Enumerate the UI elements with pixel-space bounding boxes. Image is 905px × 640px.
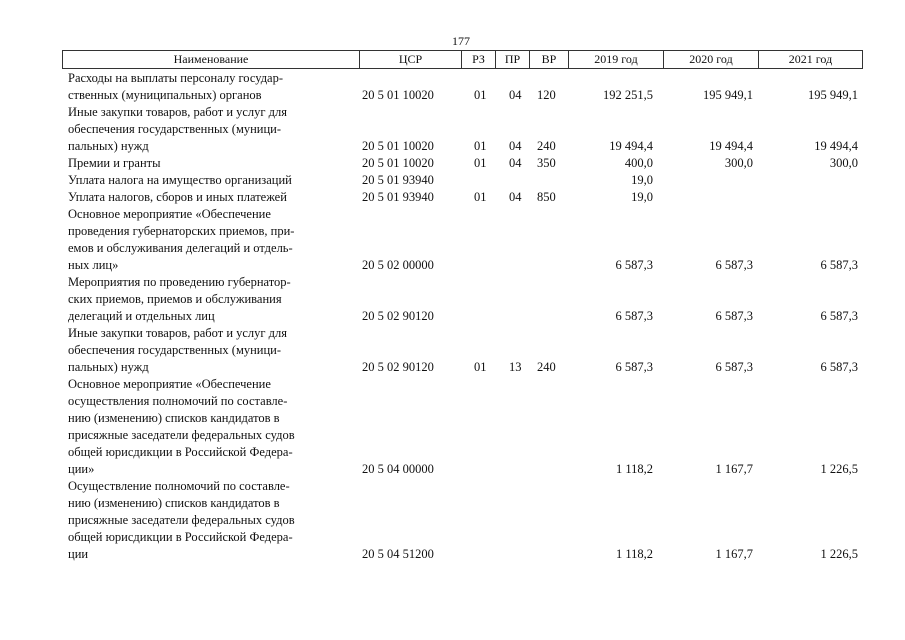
cell-y2020: 6 587,3 [715,258,753,272]
cell-rz: 01 [474,190,487,204]
row-name-line: ственных (муниципальных) органов [68,88,262,102]
row-name-line: ции» [68,462,95,476]
cell-y2021: 19 494,4 [814,139,858,153]
cell-y2021: 6 587,3 [820,360,858,374]
header-rz: РЗ [461,50,496,69]
row-name-line: осуществления полномочий по составле- [68,394,288,408]
row-name-line: емов и обслуживания делегаций и отдель- [68,241,293,255]
cell-y2019: 6 587,3 [615,258,653,272]
header-csr: ЦСР [359,50,462,69]
cell-csr: 20 5 02 90120 [362,360,434,374]
cell-pr: 04 [509,190,522,204]
row-name-line: Иные закупки товаров, работ и услуг для [68,105,288,119]
row-name-line: Основное мероприятие «Обеспечение [68,377,271,391]
cell-rz: 01 [474,139,487,153]
row-name-line: общей юрисдикции в Российской Федера- [68,530,293,544]
cell-pr: 04 [509,139,522,153]
cell-y2020: 1 167,7 [715,547,753,561]
cell-vr: 240 [537,139,556,153]
row-name-line: нию (изменению) списков кандидатов в [68,496,280,510]
row-name-line: ских приемов, приемов и обслуживания [68,292,282,306]
cell-y2020: 6 587,3 [715,360,753,374]
cell-csr: 20 5 02 90120 [362,309,434,323]
cell-vr: 850 [537,190,556,204]
cell-pr: 13 [509,360,522,374]
cell-y2019: 19 494,4 [609,139,653,153]
cell-y2019: 192 251,5 [603,88,653,102]
cell-y2019: 1 118,2 [615,547,653,561]
row-name-line: пальных) нужд [68,360,149,374]
cell-y2019: 19,0 [631,190,653,204]
row-name-line: Уплата налогов, сборов и иных платежей [68,190,287,204]
cell-y2020: 19 494,4 [709,139,753,153]
cell-csr: 20 5 04 00000 [362,462,434,476]
row-name-line: ции [68,547,89,561]
cell-csr: 20 5 04 51200 [362,547,434,561]
row-name-line: Уплата налога на имущество организаций [68,173,292,187]
cell-y2020: 195 949,1 [703,88,753,102]
cell-csr: 20 5 01 10020 [362,139,434,153]
cell-y2020: 1 167,7 [715,462,753,476]
cell-y2019: 1 118,2 [615,462,653,476]
row-name-line: Премии и гранты [68,156,161,170]
row-name-line: Иные закупки товаров, работ и услуг для [68,326,288,340]
cell-y2021: 300,0 [829,156,858,170]
header-2020: 2020 год [663,50,759,69]
cell-rz: 01 [474,360,487,374]
cell-y2021: 195 949,1 [808,88,858,102]
row-name-line: Осуществление полномочий по составле- [68,479,290,493]
row-name-line: присяжные заседатели федеральных судов [68,513,295,527]
row-name-line: общей юрисдикции в Российской Федера- [68,445,293,459]
row-name-line: обеспечения государственных (муници- [68,343,282,357]
cell-csr: 20 5 01 93940 [362,173,434,187]
row-name-line: нию (изменению) списков кандидатов в [68,411,280,425]
row-name-line: ных лиц» [68,258,119,272]
cell-y2021: 1 226,5 [820,462,858,476]
row-name-line: присяжные заседатели федеральных судов [68,428,295,442]
cell-csr: 20 5 01 93940 [362,190,434,204]
row-name-line: проведения губернаторских приемов, при- [68,224,295,238]
row-name-line: Основное мероприятие «Обеспечение [68,207,271,221]
cell-y2019: 400,0 [624,156,653,170]
cell-y2020: 6 587,3 [715,309,753,323]
cell-y2021: 1 226,5 [820,547,858,561]
cell-pr: 04 [509,156,522,170]
row-name-line: Мероприятия по проведению губернатор- [68,275,291,289]
cell-vr: 120 [537,88,556,102]
cell-rz: 01 [474,88,487,102]
cell-y2021: 6 587,3 [820,258,858,272]
page-number: 177 [452,34,470,48]
cell-csr: 20 5 01 10020 [362,88,434,102]
cell-vr: 240 [537,360,556,374]
cell-rz: 01 [474,156,487,170]
row-name-line: обеспечения государственных (муници- [68,122,282,136]
row-name-line: пальных) нужд [68,139,149,153]
cell-csr: 20 5 01 10020 [362,156,434,170]
cell-pr: 04 [509,88,522,102]
cell-vr: 350 [537,156,556,170]
header-vr: ВР [529,50,569,69]
cell-csr: 20 5 02 00000 [362,258,434,272]
cell-y2019: 19,0 [631,173,653,187]
header-name: Наименование [62,50,360,69]
header-pr: ПР [495,50,530,69]
cell-y2019: 6 587,3 [615,309,653,323]
row-name-line: делегаций и отдельных лиц [68,309,215,323]
cell-y2021: 6 587,3 [820,309,858,323]
header-2021: 2021 год [758,50,863,69]
cell-y2019: 6 587,3 [615,360,653,374]
cell-y2020: 300,0 [724,156,753,170]
row-name-line: Расходы на выплаты персоналу государ- [68,71,284,85]
header-2019: 2019 год [568,50,664,69]
